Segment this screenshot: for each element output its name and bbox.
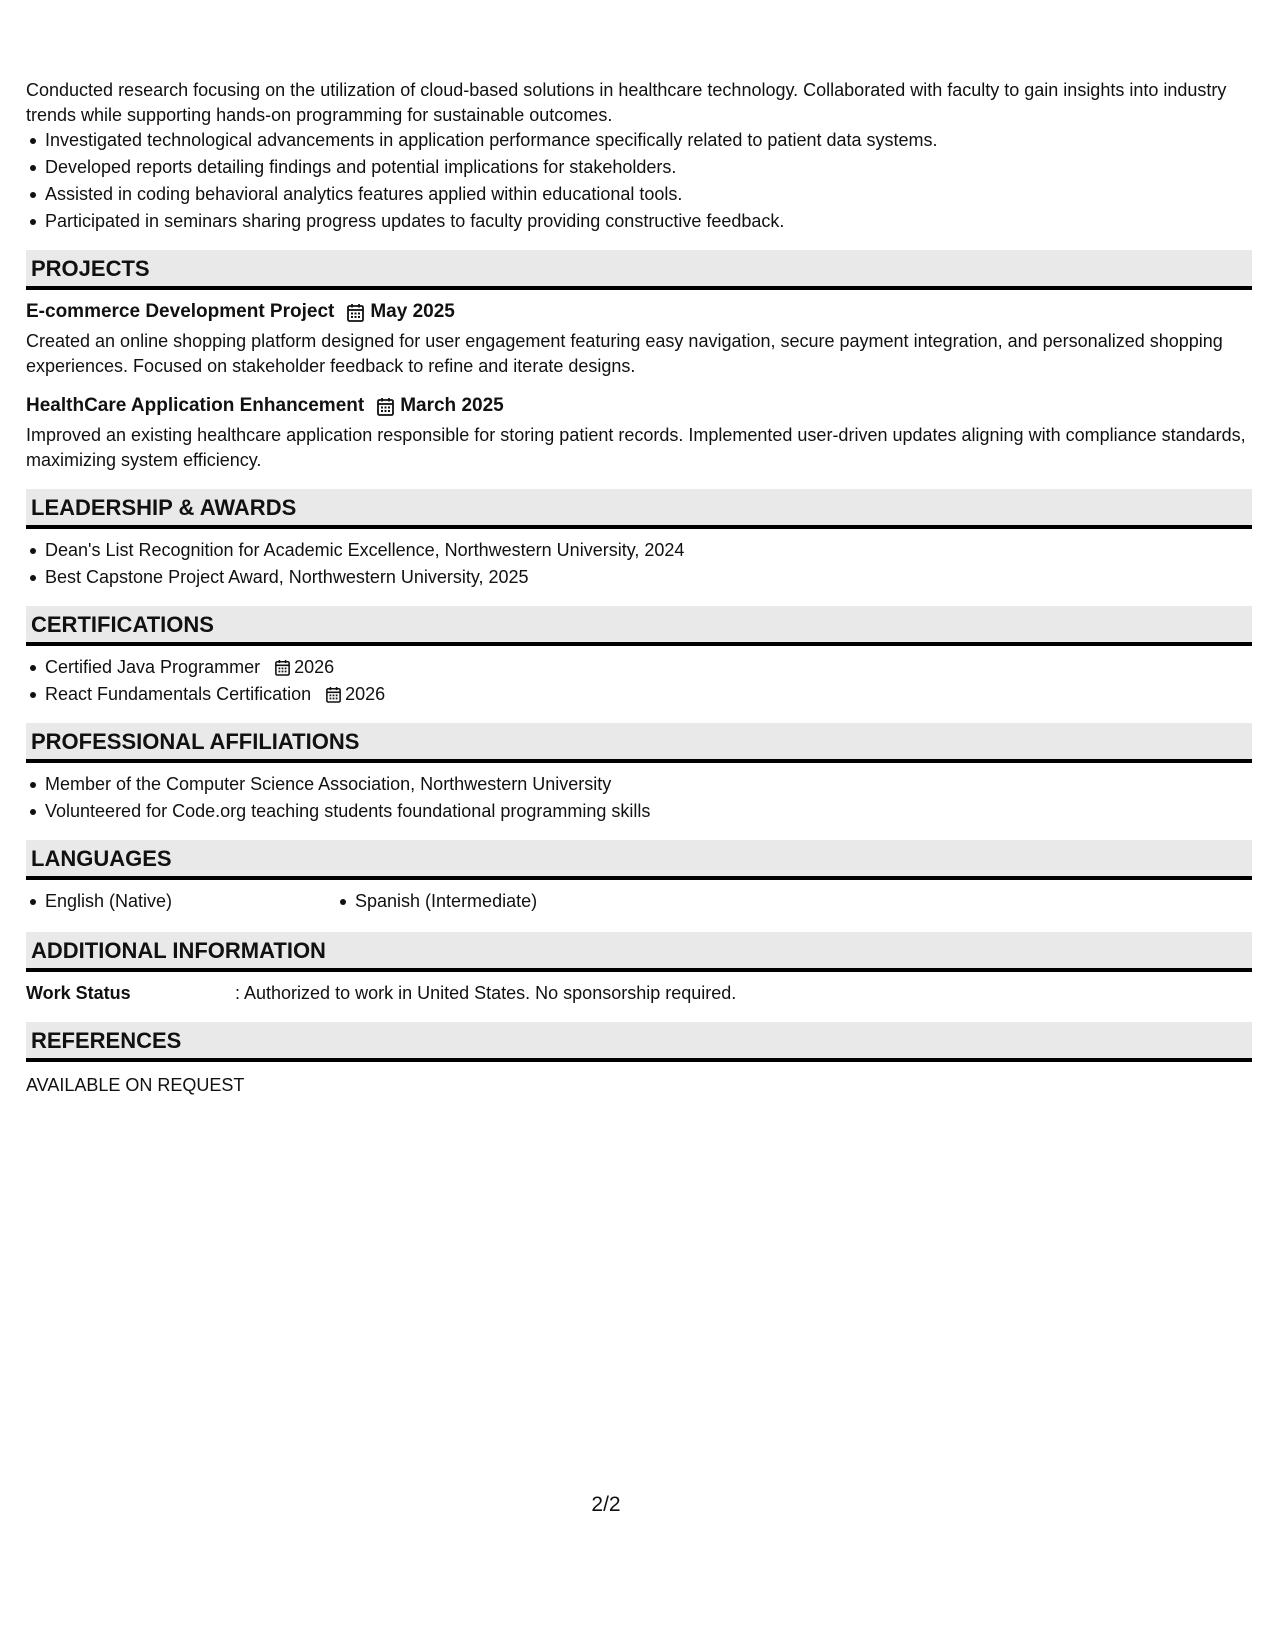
list-item: Participated in seminars sharing progress updates to faculty providing constructive feedback. xyxy=(45,209,1252,234)
list-item: Best Capstone Project Award, Northwestern University, 2025 xyxy=(45,565,1252,590)
project-title-row xyxy=(26,393,1252,419)
leadership-list xyxy=(26,538,1252,590)
list-item: Developed reports detailing findings and potential implications for stakeholders. xyxy=(45,155,1252,180)
certification-name: Certified Java Programmer xyxy=(45,657,261,677)
projects-section xyxy=(26,250,1252,473)
section-heading-references: REFERENCES xyxy=(26,1022,1252,1062)
leadership-section xyxy=(26,489,1252,590)
languages-list xyxy=(26,889,1252,916)
certifications-list xyxy=(26,655,1252,707)
project-title: HealthCare Application Enhancement xyxy=(26,395,365,416)
project-date: March 2025 xyxy=(400,395,504,416)
list-item: English (Native) xyxy=(45,889,336,914)
language-column xyxy=(336,889,537,916)
section-heading-projects: PROJECTS xyxy=(26,250,1252,290)
list-item: Investigated technological advancements in application performance specifically related to patient data systems. xyxy=(45,128,1252,153)
list-item: Dean's List Recognition for Academic Excellence, Northwestern University, 2024 xyxy=(45,538,1252,563)
list-item: Spanish (Intermediate) xyxy=(355,889,537,914)
calendar-icon xyxy=(347,303,364,322)
affiliations-list xyxy=(26,772,1252,824)
certification-name: React Fundamentals Certification xyxy=(45,684,312,704)
list-item: Member of the Computer Science Association, Northwestern University xyxy=(45,772,1252,797)
project-title: E-commerce Development Project xyxy=(26,301,335,322)
resume-page xyxy=(26,78,1252,1098)
page-number: 2/2 xyxy=(591,1493,621,1516)
project-item xyxy=(26,393,1252,473)
section-heading-languages: LANGUAGES xyxy=(26,840,1252,880)
section-heading-affiliations: PROFESSIONAL AFFILIATIONS xyxy=(26,723,1252,763)
references-text: AVAILABLE ON REQUEST xyxy=(26,1075,245,1095)
project-description: Created an online shopping platform designed for user engagement featuring easy navigation, secure payment integration, and personalized shopping experiences. Focused on stakeholder feedback to refine and iterate designs. xyxy=(26,331,1223,376)
section-heading-certifications: CERTIFICATIONS xyxy=(26,606,1252,646)
certification-date: 2026 xyxy=(345,684,386,704)
certification-date-group xyxy=(326,684,385,704)
work-status-row xyxy=(26,981,1252,1006)
additional-info-section xyxy=(26,932,1252,1006)
list-item: Volunteered for Code.org teaching students foundational programming skills xyxy=(45,799,1252,824)
references-section xyxy=(26,1022,1252,1098)
languages-section xyxy=(26,840,1252,916)
project-description: Improved an existing healthcare application responsible for storing patient records. Implemented user-driven updates aligning with compliance standards, maximizing system efficiency. xyxy=(26,425,1246,470)
project-item xyxy=(26,299,1252,379)
calendar-icon xyxy=(275,659,290,676)
research-description: Conducted research focusing on the utilization of cloud-based solutions in healthcare technology. Collaborated with faculty to gain insights into industry trends while supporting hands-on programming for sustainable outcomes. xyxy=(26,80,1227,125)
project-title-row xyxy=(26,299,1252,325)
calendar-icon xyxy=(377,397,394,416)
work-status-label: Work Status xyxy=(26,983,131,1003)
certification-date: 2026 xyxy=(294,657,335,677)
certifications-section xyxy=(26,606,1252,707)
section-heading-leadership: LEADERSHIP & AWARDS xyxy=(26,489,1252,529)
affiliations-section xyxy=(26,723,1252,824)
list-item xyxy=(45,655,1252,680)
work-status-value: : Authorized to work in United States. No sponsorship required. xyxy=(235,983,737,1003)
list-item: Assisted in coding behavioral analytics features applied within educational tools. xyxy=(45,182,1252,207)
research-entry xyxy=(26,78,1252,234)
research-bullets xyxy=(26,128,1252,234)
language-column xyxy=(26,889,336,916)
section-heading-additional: ADDITIONAL INFORMATION xyxy=(26,932,1252,972)
calendar-icon xyxy=(326,686,341,703)
certification-date-group xyxy=(275,657,334,677)
list-item xyxy=(45,682,1252,707)
project-date: May 2025 xyxy=(370,301,455,322)
